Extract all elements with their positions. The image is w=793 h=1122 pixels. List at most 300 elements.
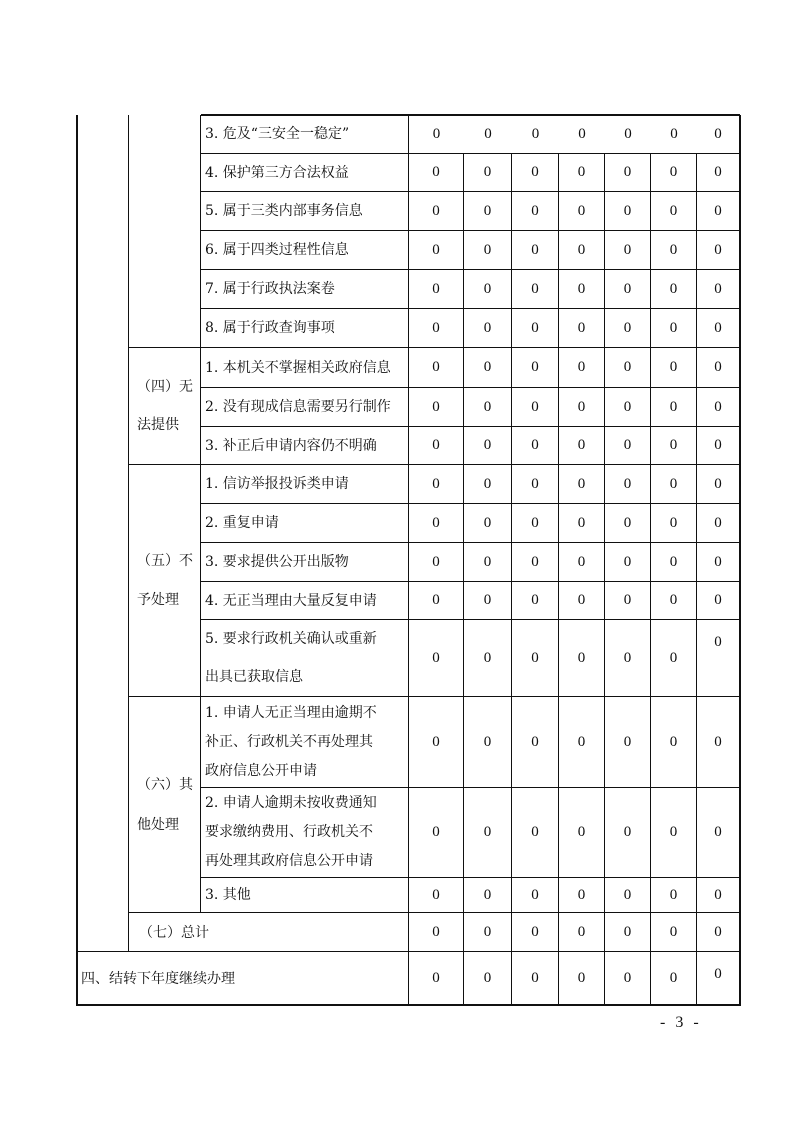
value: 0 [483,437,492,453]
value-cell [464,952,512,1005]
cell-label [205,309,406,347]
value: 0 [669,241,678,258]
value: 0 [577,553,586,570]
value-cell [559,465,605,504]
value: 0 [623,923,632,940]
value-cell [464,115,512,154]
value: 0 [714,634,722,650]
value: 0 [432,202,440,219]
table-row-label [201,878,409,913]
value-cell [464,465,512,504]
value: 0 [714,553,722,570]
value: 0 [483,592,492,608]
value: 0 [669,733,678,750]
value-cell [464,231,512,270]
value: 0 [714,886,722,903]
value-cell [512,952,559,1005]
value: 0 [714,125,722,142]
value-cell [464,388,512,427]
value: 0 [531,398,539,415]
value: 0 [714,437,722,453]
value-cell [464,582,512,620]
value-cell [464,504,512,543]
table-border-top [201,114,740,116]
value: 0 [623,164,632,180]
value-cell [559,504,605,543]
label-line: 2. 没有现成信息需要另行制作 [205,399,391,415]
group-label-cell [129,697,201,913]
carryover-label: 四、结转下年度继续办理 [81,971,235,987]
label-line: 政府信息公开申请 [205,762,317,779]
value: 0 [578,125,586,142]
value: 0 [623,649,632,666]
label-line: （五）不 [137,552,193,569]
value-cell [464,154,512,192]
value-cell [605,388,651,427]
value-cell [605,878,651,913]
value-cell [651,543,697,582]
value: 0 [669,164,678,180]
value: 0 [484,125,492,142]
value: 0 [577,824,586,840]
value: 0 [577,886,586,903]
table-row-label [201,620,409,697]
table-row-label [201,788,409,878]
value-cell [559,115,605,154]
value: 0 [531,241,539,258]
label-line: 6. 属于四类过程性信息 [205,242,349,258]
value: 0 [577,923,586,940]
value-cell [697,582,740,620]
value-cell [605,620,651,697]
value-cell [651,309,697,348]
value-cell [651,388,697,427]
value: 0 [669,359,678,375]
value-cell [697,913,740,952]
cell-label [205,788,406,877]
value-cell [651,878,697,913]
value-cell [464,270,512,309]
value-cell [605,231,651,270]
value-cell [559,788,605,878]
value: 0 [669,649,678,666]
value: 0 [714,202,722,219]
value: 0 [714,359,722,375]
cell-label [205,154,406,191]
value-cell [605,465,651,504]
value: 0 [577,202,586,219]
value-cell [409,913,464,952]
value: 0 [669,475,678,492]
value: 0 [623,319,632,336]
value-cell [605,115,651,154]
value-cell [697,309,740,348]
value-cell [651,697,697,788]
left-column-cell [77,115,129,952]
value-cell [559,582,605,620]
value: 0 [531,923,539,940]
cell-label [205,620,406,696]
value: 0 [714,733,722,750]
value-cell [559,192,605,231]
value-cell [409,504,464,543]
value: 0 [531,969,539,986]
value-cell [512,582,559,620]
value-cell [559,620,605,697]
page-number: - 3 - [660,1014,702,1031]
table-row-label [201,309,409,348]
value-cell [651,952,697,1005]
value: 0 [531,514,539,531]
value-cell [651,504,697,543]
value-cell [697,388,740,427]
value: 0 [483,824,492,840]
value-cell [605,952,651,1005]
value-cell [559,348,605,388]
value: 0 [531,553,539,570]
value-cell [409,697,464,788]
value: 0 [623,241,632,258]
table-row-label [201,270,409,309]
label-line: （四）无 [137,379,193,395]
value-cell [559,878,605,913]
value: 0 [623,398,632,415]
value-cell [512,697,559,788]
value-cell [605,504,651,543]
value-cell [651,582,697,620]
table-row-label [201,192,409,231]
value-cell [409,309,464,348]
value: 0 [577,733,586,750]
value: 0 [714,475,722,492]
cell-label [205,878,406,912]
value: 0 [483,553,492,570]
value: 0 [483,923,492,940]
value: 0 [577,969,586,986]
value-cell [409,388,464,427]
value-cell [651,192,697,231]
value: 0 [577,319,586,336]
cell-label [205,231,406,269]
value: 0 [577,475,586,492]
label-line: 5. 要求行政机关确认或重新 [205,631,377,647]
value-cell [409,543,464,582]
value-cell [409,115,464,154]
value: 0 [483,514,492,531]
value-cell [464,309,512,348]
value: 0 [623,553,632,570]
value-cell [651,620,697,697]
value: 0 [531,319,539,336]
value-cell [651,913,697,952]
value-cell [464,348,512,388]
value: 0 [623,824,632,840]
value: 0 [623,475,632,492]
value: 0 [714,592,722,608]
value-cell [512,309,559,348]
value-cell [512,913,559,952]
label-line: 1. 申请人无正当理由逾期不 [205,704,377,721]
value-cell [409,582,464,620]
value-cell [605,697,651,788]
value-cell [697,115,740,154]
value: 0 [432,592,440,608]
value: 0 [623,886,632,903]
value: 0 [531,202,539,219]
value: 0 [714,164,722,180]
value: 0 [669,437,678,453]
cell-label [205,465,406,503]
label-line: 5. 属于三类内部事务信息 [205,203,363,219]
carryover-label-cell [77,952,409,1005]
value: 0 [531,437,539,453]
value: 0 [669,398,678,415]
value-cell [605,543,651,582]
label-line: 4. 无正当理由大量反复申请 [205,592,377,609]
label-line: 2. 重复申请 [205,515,279,531]
label-line: 8. 属于行政查询事项 [205,320,335,336]
value-cell [651,788,697,878]
value-cell [512,115,559,154]
table-border-left [76,115,78,1006]
value-cell [697,348,740,388]
cell-label [205,115,406,153]
value-cell [512,192,559,231]
value-cell [559,270,605,309]
value-cell [512,154,559,192]
value: 0 [669,319,678,336]
label-line: 7. 属于行政执法案卷 [205,281,335,297]
value: 0 [483,969,492,986]
value: 0 [531,592,539,608]
label-line: 1. 本机关不掌握相关政府信息 [205,359,391,376]
cell-label [205,543,406,581]
value-cell [512,270,559,309]
table-row-label [201,465,409,504]
value-cell [697,427,740,465]
value-cell [559,952,605,1005]
value: 0 [577,514,586,531]
total-label: （七）总计 [139,925,209,941]
cell-label [205,270,406,308]
value-cell [651,231,697,270]
value: 0 [623,202,632,219]
value-cell [697,154,740,192]
value: 0 [669,280,678,297]
value-cell [605,192,651,231]
value: 0 [432,280,440,297]
group-label-cell [129,348,201,465]
value-cell [512,543,559,582]
value-cell [697,231,740,270]
label-line: （六）其 [137,776,193,793]
label-line: 2. 申请人逾期未按收费通知 [205,795,377,811]
table-row-label [201,348,409,388]
value-cell [512,504,559,543]
value-cell [697,697,740,788]
value: 0 [714,241,722,258]
value: 0 [432,733,440,750]
value-cell [409,952,464,1005]
value: 0 [531,280,539,297]
value-cell [697,878,740,913]
value-cell [605,913,651,952]
value: 0 [623,969,632,986]
value: 0 [623,437,632,453]
value-cell [512,231,559,270]
table-row-label [201,697,409,788]
value-cell [697,952,740,1005]
value-cell [464,878,512,913]
value: 0 [432,886,440,903]
table-row-label [201,154,409,192]
value: 0 [669,923,678,940]
label-line: 4. 保护第三方合法权益 [205,164,349,181]
value-cell [651,348,697,388]
value-cell [464,620,512,697]
label-line: 他处理 [137,816,179,833]
value-cell [512,788,559,878]
cell-label [205,504,406,542]
value: 0 [714,923,722,940]
cell-label [205,427,406,464]
value: 0 [577,164,586,180]
value-cell [409,788,464,878]
value: 0 [623,592,632,608]
table-row-label [201,504,409,543]
label-line: 予处理 [137,591,179,608]
value: 0 [531,475,539,492]
value: 0 [577,280,586,297]
value: 0 [483,164,492,180]
value-cell [409,231,464,270]
table-border-right [739,115,741,1006]
label-line: 出具已获取信息 [205,669,303,685]
value: 0 [432,164,440,180]
value-cell [512,620,559,697]
table-row-label [201,388,409,427]
value: 0 [432,437,440,453]
value-cell [464,697,512,788]
value-cell [697,192,740,231]
value: 0 [577,241,586,258]
value: 0 [531,824,539,840]
value: 0 [483,886,492,903]
cell-label [205,192,406,230]
value-cell [559,913,605,952]
value-cell [512,878,559,913]
label-line: 要求缴纳费用、行政机关不 [205,824,373,840]
cell-label [137,697,198,912]
value: 0 [531,733,539,750]
label-line: 3. 危及“三安全一稳定” [205,126,350,142]
value: 0 [577,437,586,453]
value: 0 [670,125,678,142]
value: 0 [714,966,722,982]
label-line: 法提供 [137,417,179,433]
label-line: 3. 补正后申请内容仍不明确 [205,437,377,454]
value: 0 [432,824,440,840]
value: 0 [483,733,492,750]
value-cell [464,788,512,878]
value-cell [464,427,512,465]
value-cell [697,465,740,504]
value: 0 [432,475,440,492]
value: 0 [483,202,492,219]
value-cell [464,192,512,231]
value: 0 [624,125,632,142]
value: 0 [432,359,440,375]
value-cell [409,427,464,465]
value: 0 [483,319,492,336]
value: 0 [623,733,632,750]
value-cell [697,620,740,697]
value: 0 [714,319,722,336]
value-cell [697,270,740,309]
value-cell [559,427,605,465]
value-cell [512,348,559,388]
group-label-cell [129,465,201,697]
value-cell [651,115,697,154]
value-cell [605,788,651,878]
value-cell [605,270,651,309]
value: 0 [483,241,492,258]
value-cell [651,427,697,465]
value-cell [697,788,740,878]
cell-label [205,348,406,387]
value-cell [605,309,651,348]
value-cell [559,697,605,788]
value-cell [464,543,512,582]
value-cell [409,620,464,697]
table-row-label [201,543,409,582]
value: 0 [669,592,678,608]
value: 0 [577,592,586,608]
value: 0 [669,202,678,219]
table-row-label [201,427,409,465]
value-cell [697,504,740,543]
value: 0 [714,280,722,297]
value: 0 [669,969,678,986]
value-cell [559,231,605,270]
value: 0 [483,475,492,492]
value-cell [409,465,464,504]
value: 0 [432,969,440,986]
table-row-label [201,115,409,154]
label-line: 3. 要求提供公开出版物 [205,554,349,570]
table-border-bottom [76,1004,740,1006]
value: 0 [432,241,440,258]
value: 0 [714,514,722,531]
value: 0 [483,649,492,666]
value-cell [409,878,464,913]
value: 0 [669,553,678,570]
value: 0 [483,398,492,415]
value-cell [559,309,605,348]
value-cell [512,427,559,465]
cell-label [205,388,406,426]
value-cell [559,154,605,192]
value: 0 [432,514,440,531]
value: 0 [623,514,632,531]
label-line: 补正、行政机关不再处理其 [205,733,373,750]
value-cell [559,543,605,582]
value-cell [651,270,697,309]
value: 0 [483,280,492,297]
table-row-label [201,582,409,620]
cell-label [205,582,406,619]
value: 0 [623,359,632,375]
